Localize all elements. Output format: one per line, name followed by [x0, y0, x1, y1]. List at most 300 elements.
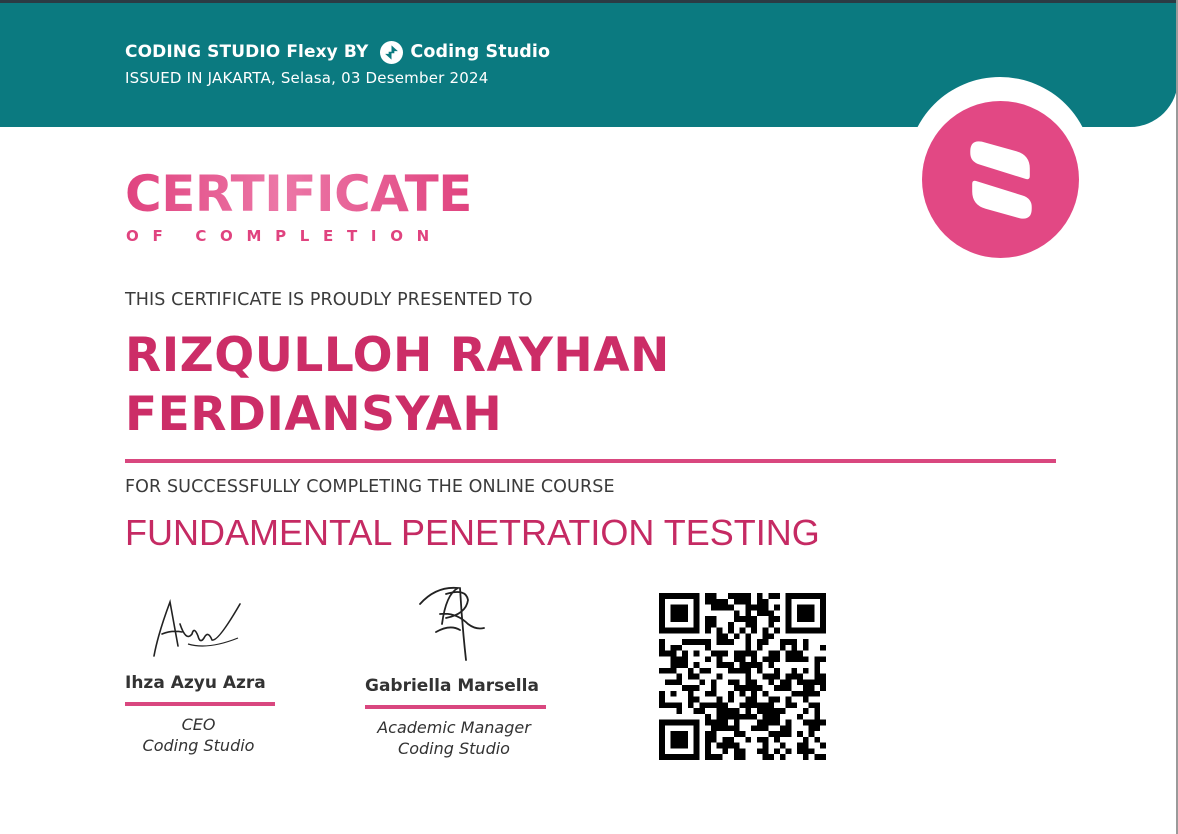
qr-module [814, 714, 820, 720]
qr-module [809, 685, 815, 691]
qr-module [768, 633, 774, 639]
qr-module [671, 679, 677, 685]
qr-module [682, 656, 688, 662]
qr-module [751, 628, 757, 634]
qr-module [763, 725, 769, 731]
qr-module [809, 610, 815, 616]
qr-module [665, 702, 671, 708]
qr-module [820, 685, 826, 691]
qr-module [814, 679, 820, 685]
qr-module [774, 628, 780, 634]
qr-module [676, 731, 682, 737]
qr-module [780, 708, 786, 714]
qr-module [694, 708, 700, 714]
qr-module [763, 754, 769, 760]
qr-module [745, 674, 751, 680]
qr-module [820, 593, 826, 599]
qr-module [745, 639, 751, 645]
qr-module [676, 679, 682, 685]
qr-module [780, 754, 786, 760]
qr-module [734, 651, 740, 657]
recipient-name-line1: RIZQULLOH RAYHAN [125, 328, 670, 383]
qr-module [740, 691, 746, 697]
qr-module [705, 668, 711, 674]
qr-module [671, 702, 677, 708]
qr-module [734, 685, 740, 691]
qr-module [757, 605, 763, 611]
qr-module [814, 593, 820, 599]
qr-module [676, 743, 682, 749]
qr-module [734, 593, 740, 599]
qr-module [694, 628, 700, 634]
academic-manager-signature [416, 584, 488, 662]
qr-module [705, 645, 711, 651]
qr-module [665, 668, 671, 674]
qr-module [786, 622, 792, 628]
qr-module [803, 656, 809, 662]
brand-logo [380, 41, 550, 64]
qr-module [694, 754, 700, 760]
qr-module [751, 651, 757, 657]
qr-module [797, 748, 803, 754]
qr-module [682, 731, 688, 737]
qr-module [774, 697, 780, 703]
qr-module [722, 633, 728, 639]
qr-module [745, 685, 751, 691]
qr-module [751, 616, 757, 622]
qr-module [757, 662, 763, 668]
qr-module [659, 702, 665, 708]
qr-module [745, 668, 751, 674]
qr-module [705, 622, 711, 628]
brand-prefix: CODING STUDIO Flexy BY [125, 42, 369, 62]
qr-module [763, 691, 769, 697]
qr-module [814, 691, 820, 697]
qr-module [734, 743, 740, 749]
qr-module [774, 748, 780, 754]
qr-module [734, 754, 740, 760]
qr-module [751, 656, 757, 662]
qr-module [705, 737, 711, 743]
qr-module [797, 691, 803, 697]
qr-module [705, 720, 711, 726]
qr-module [751, 702, 757, 708]
qr-module [751, 714, 757, 720]
qr-module [786, 656, 792, 662]
qr-module [809, 593, 815, 599]
qr-module [699, 668, 705, 674]
qr-module [814, 674, 820, 680]
qr-module [659, 743, 665, 749]
qr-module [722, 743, 728, 749]
qr-module [728, 691, 734, 697]
qr-module [734, 714, 740, 720]
qr-module [705, 656, 711, 662]
qr-module [717, 697, 723, 703]
qr-module [774, 714, 780, 720]
qr-module [745, 633, 751, 639]
qr-module [671, 610, 677, 616]
qr-module [659, 754, 665, 760]
qr-module [717, 720, 723, 726]
qr-module [768, 674, 774, 680]
qr-module [717, 651, 723, 657]
qr-module [757, 725, 763, 731]
qr-module [671, 691, 677, 697]
qr-module [740, 702, 746, 708]
qr-module [688, 685, 694, 691]
presented-text: THIS CERTIFICATE IS PROUDLY PRESENTED TO [125, 290, 533, 310]
qr-module [676, 702, 682, 708]
qr-module [711, 720, 717, 726]
qr-module [740, 748, 746, 754]
qr-module [740, 593, 746, 599]
qr-module [711, 731, 717, 737]
qr-module [768, 708, 774, 714]
qr-module [659, 605, 665, 611]
qr-module [803, 737, 809, 743]
qr-module [734, 633, 740, 639]
qr-module [768, 656, 774, 662]
qr-module [728, 725, 734, 731]
qr-module [682, 605, 688, 611]
qr-module [820, 599, 826, 605]
qr-module [682, 639, 688, 645]
qr-module [763, 748, 769, 754]
qr-module [717, 633, 723, 639]
qr-module [797, 605, 803, 611]
qr-module [671, 662, 677, 668]
qr-module [694, 731, 700, 737]
qr-module [688, 628, 694, 634]
qr-module [676, 720, 682, 726]
qr-module [694, 610, 700, 616]
qr-module [734, 731, 740, 737]
qr-module [671, 628, 677, 634]
qr-module [820, 720, 826, 726]
qr-module [809, 725, 815, 731]
qr-module [682, 593, 688, 599]
qr-module [665, 651, 671, 657]
name-divider [125, 459, 1056, 463]
qr-module [694, 605, 700, 611]
qr-module [740, 668, 746, 674]
qr-module [705, 754, 711, 760]
academic-manager-role [365, 717, 543, 759]
qr-module [717, 702, 723, 708]
qr-module [740, 628, 746, 634]
qr-module [768, 622, 774, 628]
qr-module [814, 656, 820, 662]
qr-module [717, 628, 723, 634]
qr-module [728, 743, 734, 749]
qr-module [688, 674, 694, 680]
qr-module [682, 743, 688, 749]
qr-module [768, 714, 774, 720]
qr-module [768, 679, 774, 685]
qr-module [814, 737, 820, 743]
qr-module [797, 714, 803, 720]
qr-module [694, 639, 700, 645]
qr-module [682, 662, 688, 668]
qr-module [774, 731, 780, 737]
ceo-signature [148, 594, 248, 660]
qr-module [814, 754, 820, 760]
qr-module [786, 616, 792, 622]
qr-module [757, 639, 763, 645]
qr-module [768, 662, 774, 668]
qr-module [786, 674, 792, 680]
qr-module [757, 737, 763, 743]
qr-module [688, 691, 694, 697]
qr-module [722, 708, 728, 714]
qr-module [763, 743, 769, 749]
qr-module [757, 610, 763, 616]
qr-module [751, 622, 757, 628]
qr-module [676, 593, 682, 599]
qr-module [717, 605, 723, 611]
qr-module [763, 714, 769, 720]
qr-module [682, 754, 688, 760]
qr-module [814, 628, 820, 634]
qr-module [786, 697, 792, 703]
qr-module [688, 754, 694, 760]
ceo-org: Coding Studio [142, 736, 255, 755]
qr-module [659, 593, 665, 599]
qr-module [705, 691, 711, 697]
qr-module [734, 656, 740, 662]
qr-module [659, 622, 665, 628]
qr-module [797, 610, 803, 616]
qr-module [717, 656, 723, 662]
qr-module [791, 702, 797, 708]
qr-module [797, 593, 803, 599]
qr-module [676, 616, 682, 622]
qr-module [728, 697, 734, 703]
qr-module [774, 737, 780, 743]
qr-module [694, 748, 700, 754]
qr-module [774, 720, 780, 726]
qr-module [694, 725, 700, 731]
qr-module [671, 743, 677, 749]
qr-module [763, 628, 769, 634]
qr-module [688, 697, 694, 703]
qr-module [786, 702, 792, 708]
qr-module [711, 593, 717, 599]
qr-module [803, 685, 809, 691]
qr-module [768, 731, 774, 737]
qr-module [705, 731, 711, 737]
qr-module [734, 668, 740, 674]
qr-module [763, 633, 769, 639]
coding-studio-small-logo-icon [380, 41, 403, 64]
qr-module [740, 662, 746, 668]
qr-module [671, 645, 677, 651]
qr-module [694, 737, 700, 743]
qr-module [803, 628, 809, 634]
issued-date: ISSUED IN JAKARTA, Selasa, 03 Desember 2024 [125, 69, 489, 87]
qr-module [745, 605, 751, 611]
qr-module [671, 754, 677, 760]
qr-module [786, 679, 792, 685]
qr-module [803, 639, 809, 645]
qr-module [797, 628, 803, 634]
qr-module [699, 708, 705, 714]
qr-module [803, 679, 809, 685]
qr-module [763, 720, 769, 726]
qr-module [682, 628, 688, 634]
qr-module [711, 702, 717, 708]
qr-module [745, 622, 751, 628]
qr-module [809, 679, 815, 685]
qr-module [705, 628, 711, 634]
qr-module [711, 605, 717, 611]
qr-module [820, 616, 826, 622]
qr-module [722, 725, 728, 731]
qr-module [665, 720, 671, 726]
qr-module [820, 622, 826, 628]
qr-module [659, 731, 665, 737]
qr-module [728, 622, 734, 628]
qr-module [809, 616, 815, 622]
qr-module [820, 674, 826, 680]
qr-module [797, 674, 803, 680]
qr-module [682, 610, 688, 616]
qr-module [809, 748, 815, 754]
qr-module [676, 610, 682, 616]
academic-manager-title: Academic Manager [377, 718, 531, 737]
qr-module [803, 708, 809, 714]
qr-module [774, 616, 780, 622]
qr-module [740, 685, 746, 691]
qr-module [659, 651, 665, 657]
qr-module [734, 748, 740, 754]
qr-module [791, 645, 797, 651]
qr-module [820, 679, 826, 685]
qr-module [705, 743, 711, 749]
qr-module [780, 743, 786, 749]
qr-module [809, 720, 815, 726]
qr-module [780, 685, 786, 691]
qr-module [705, 639, 711, 645]
qr-module [786, 610, 792, 616]
qr-module [803, 697, 809, 703]
qr-module [728, 668, 734, 674]
qr-module [768, 754, 774, 760]
qr-module [734, 720, 740, 726]
qr-module [751, 662, 757, 668]
qr-module [711, 616, 717, 622]
qr-module [722, 605, 728, 611]
qr-module [688, 593, 694, 599]
qr-module [809, 628, 815, 634]
qr-module [786, 628, 792, 634]
qr-module [768, 610, 774, 616]
qr-module [768, 651, 774, 657]
qr-module [722, 662, 728, 668]
qr-module [763, 656, 769, 662]
qr-module [717, 754, 723, 760]
qr-module [803, 605, 809, 611]
qr-module [803, 748, 809, 754]
qr-module [786, 720, 792, 726]
qr-module [734, 725, 740, 731]
qr-module [717, 662, 723, 668]
certificate-subtitle: OF COMPLETION [126, 227, 443, 245]
qr-module [705, 714, 711, 720]
qr-module [780, 645, 786, 651]
qr-module [820, 605, 826, 611]
qr-module [711, 622, 717, 628]
top-edge-line [0, 0, 1178, 3]
qr-module [711, 599, 717, 605]
qr-module [751, 691, 757, 697]
qr-module [659, 645, 665, 651]
qr-module [734, 610, 740, 616]
qr-module [676, 645, 682, 651]
qr-module [745, 679, 751, 685]
qr-module [694, 599, 700, 605]
qr-module [711, 685, 717, 691]
qr-module [797, 656, 803, 662]
qr-module [814, 725, 820, 731]
qr-module [740, 599, 746, 605]
qr-module [757, 645, 763, 651]
qr-module [814, 708, 820, 714]
qr-module [740, 656, 746, 662]
qr-module [728, 605, 734, 611]
qr-module [745, 702, 751, 708]
qr-module [659, 616, 665, 622]
qr-module [791, 668, 797, 674]
qr-module [774, 708, 780, 714]
qr-module [665, 679, 671, 685]
ceo-role [125, 714, 272, 756]
qr-module [728, 737, 734, 743]
qr-module [711, 651, 717, 657]
qr-module [676, 737, 682, 743]
qr-module [676, 754, 682, 760]
qr-module [786, 685, 792, 691]
qr-module [705, 599, 711, 605]
qr-module [728, 593, 734, 599]
qr-module [745, 708, 751, 714]
qr-module [774, 605, 780, 611]
qr-module [780, 731, 786, 737]
qr-module [791, 691, 797, 697]
qr-module [757, 593, 763, 599]
qr-module [694, 685, 700, 691]
qr-module [734, 679, 740, 685]
qr-module [786, 651, 792, 657]
qr-module [740, 714, 746, 720]
qr-module [745, 697, 751, 703]
qr-module [803, 754, 809, 760]
certificate-title: CERTIFICATE [125, 165, 472, 223]
qr-module [803, 616, 809, 622]
qr-module [751, 685, 757, 691]
qr-module [797, 743, 803, 749]
qr-module [711, 737, 717, 743]
qr-module [757, 599, 763, 605]
qr-module [659, 725, 665, 731]
qr-module [659, 628, 665, 634]
qr-module [682, 616, 688, 622]
qr-module [745, 651, 751, 657]
qr-module [659, 737, 665, 743]
qr-module [763, 639, 769, 645]
qr-module [745, 714, 751, 720]
